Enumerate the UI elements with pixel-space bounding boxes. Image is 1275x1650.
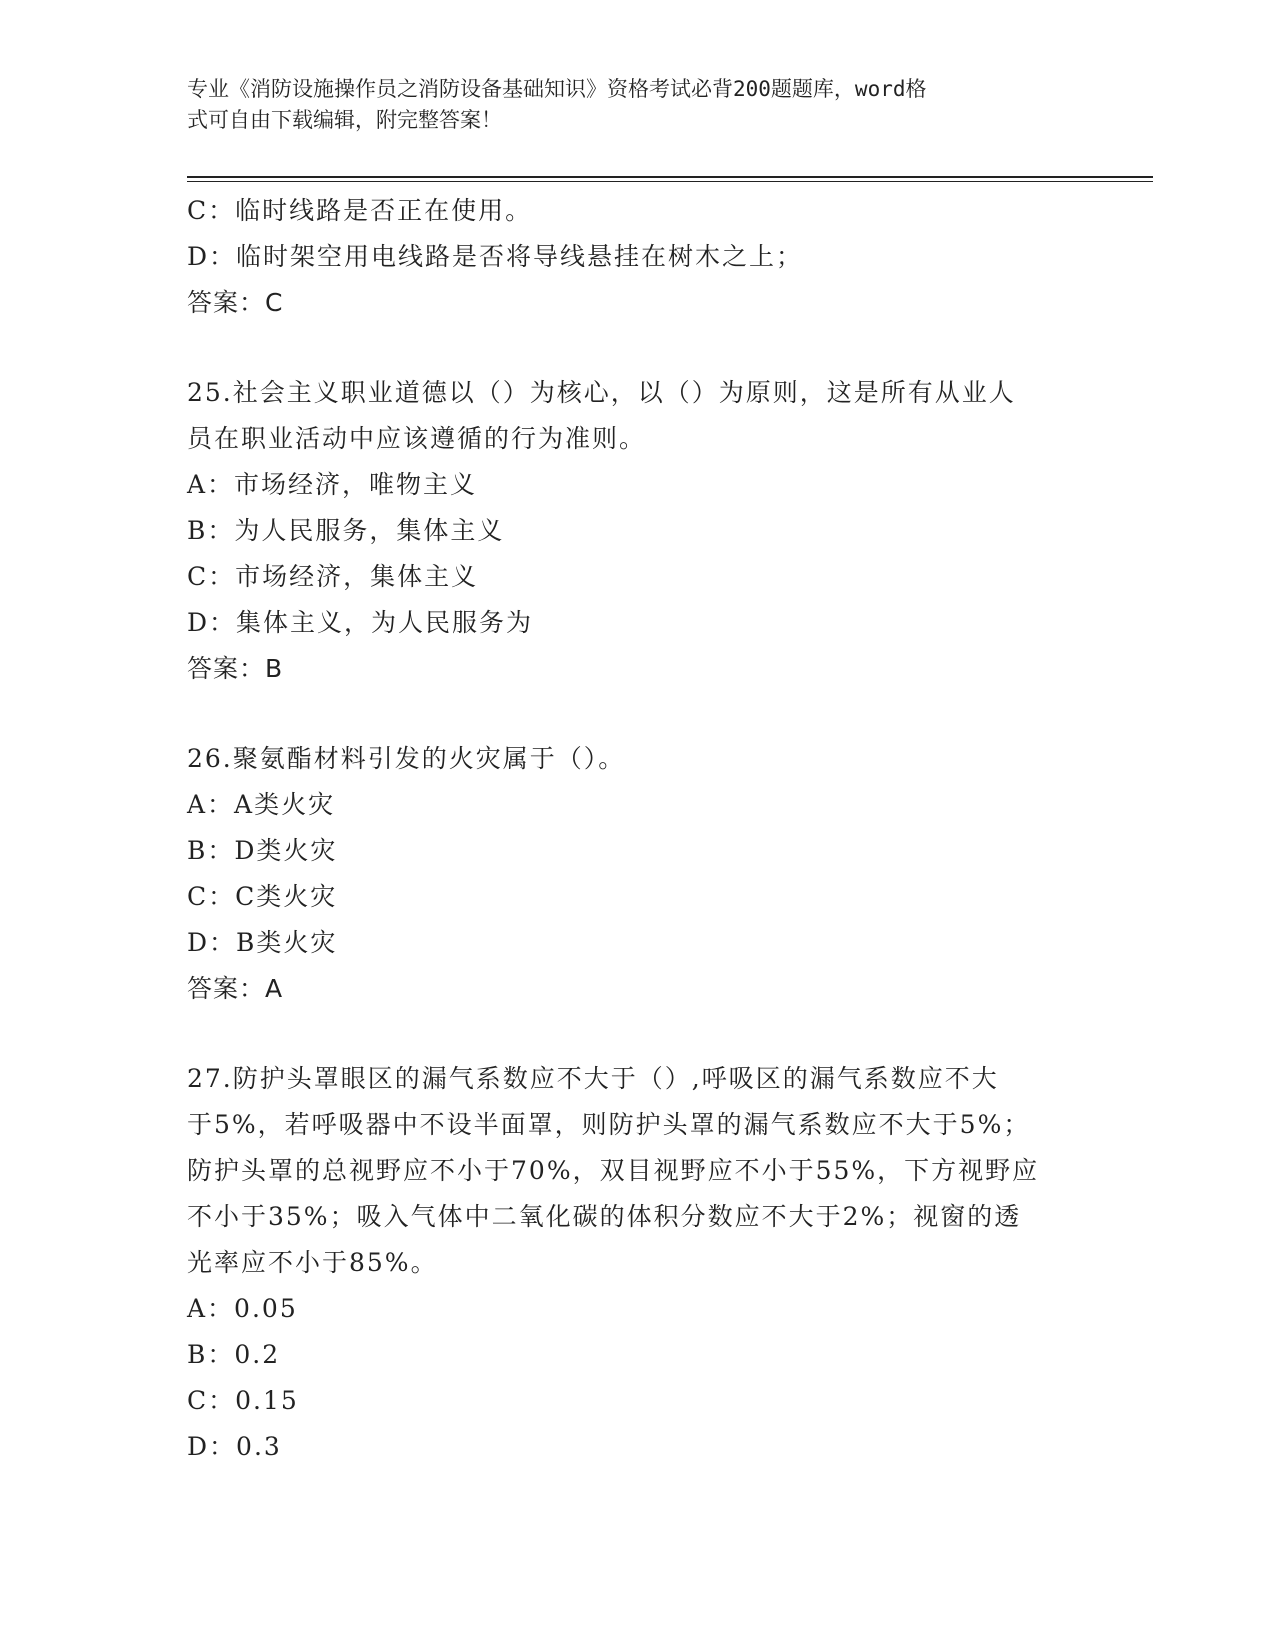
option-a: A：A类火灾 xyxy=(187,790,336,819)
question-25 xyxy=(187,370,1087,692)
question-stem: 员在职业活动中应该遵循的行为准则。 xyxy=(187,424,647,453)
question-stem: 防护头罩的总视野应不小于70%，双目视野应不小于55%，下方视野应 xyxy=(187,1156,1040,1185)
option-c: C：临时线路是否正在使用。 xyxy=(187,196,533,225)
option-c: C：0.15 xyxy=(187,1386,299,1415)
header-line-2: 式可自由下载编辑，附完整答案！ xyxy=(187,108,502,132)
question-stem: 27.防护头罩眼区的漏气系数应不大于（）,呼吸区的漏气系数应不大 xyxy=(187,1064,999,1093)
option-b: B：D类火灾 xyxy=(187,836,338,865)
question-stem: 不小于35%；吸入气体中二氧化碳的体积分数应不大于2%；视窗的透 xyxy=(187,1202,1022,1231)
question-stem: 于5%，若呼吸器中不设半面罩，则防护头罩的漏气系数应不大于5%； xyxy=(187,1110,1031,1139)
header-divider-thick xyxy=(187,176,1153,178)
option-b: B：0.2 xyxy=(187,1340,281,1369)
answer-line: 答案：C xyxy=(187,288,284,317)
question-stem: 26.聚氨酯材料引发的火灾属于（）。 xyxy=(187,744,626,773)
header-divider-thin xyxy=(187,181,1153,182)
answer-line: 答案：B xyxy=(187,654,284,683)
question-stem: 25.社会主义职业道德以（）为核心，以（）为原则，这是所有从业人 xyxy=(187,378,1016,407)
answer-line: 答案：A xyxy=(187,974,284,1003)
option-d: D：B类火灾 xyxy=(187,928,338,957)
option-a: A：0.05 xyxy=(187,1294,298,1323)
option-d: D：临时架空用电线路是否将导线悬挂在树木之上； xyxy=(187,242,804,271)
option-d: D：集体主义，为人民服务为 xyxy=(187,608,534,637)
option-d: D：0.3 xyxy=(187,1432,282,1461)
option-c: C：C类火灾 xyxy=(187,882,338,911)
option-c: C：市场经济，集体主义 xyxy=(187,562,479,591)
document-body xyxy=(187,188,1087,1470)
document-header xyxy=(187,74,1077,136)
header-line-1: 专业《消防设施操作员之消防设备基础知识》资格考试必背200题题库，word格 xyxy=(187,77,927,101)
question-27 xyxy=(187,1056,1087,1470)
question-26 xyxy=(187,736,1087,1012)
question-stem: 光率应不小于85%。 xyxy=(187,1248,438,1277)
question-prev xyxy=(187,188,1087,326)
option-b: B：为人民服务，集体主义 xyxy=(187,516,505,545)
option-a: A：市场经济，唯物主义 xyxy=(187,470,478,499)
